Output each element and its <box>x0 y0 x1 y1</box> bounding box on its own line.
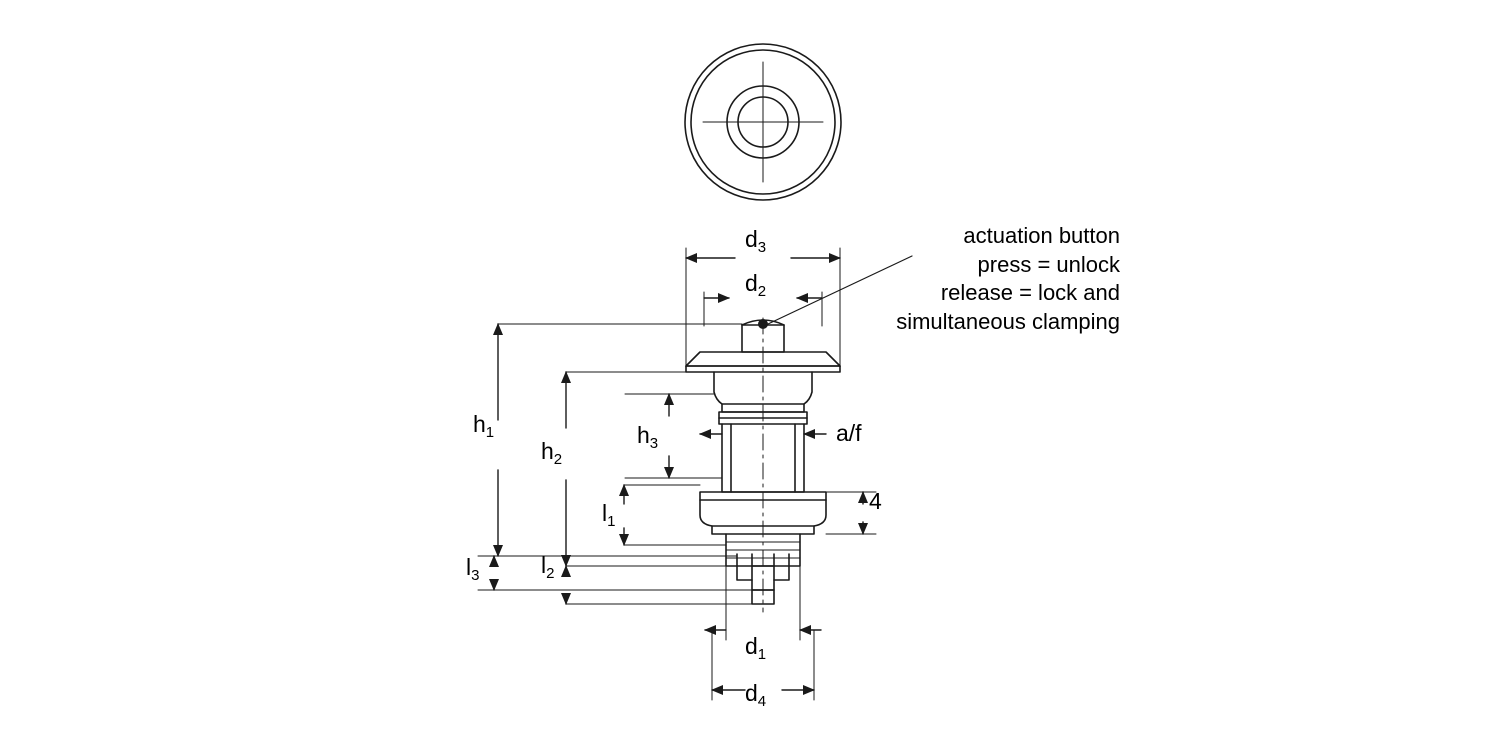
dimension-label-h2: $h_2$ <box>541 438 563 468</box>
dimension-label-af: a/f <box>836 420 862 446</box>
note-line-3: release = lock and <box>940 280 1120 306</box>
dimension-l2 <box>566 566 752 604</box>
dimension-label-l3: $l_3$ <box>466 554 480 584</box>
dimension-label-d3: $d_3$ <box>745 226 767 256</box>
dimension-l1 <box>624 485 726 545</box>
dimension-label-4: 4 <box>869 488 882 514</box>
dimension-h2 <box>566 372 726 566</box>
dimension-label-l2: $l_2$ <box>541 552 555 582</box>
dimension-label-d1: $d_1$ <box>745 633 767 663</box>
dimension-label-h1: $h_1$ <box>473 411 495 441</box>
actuation-button-note <box>700 222 1120 336</box>
dimension-h1 <box>498 324 742 556</box>
top-view-centerlines <box>703 62 823 182</box>
note-line-1: actuation button <box>963 223 1120 248</box>
note-line-4: simultaneous clamping <box>896 308 1120 334</box>
dimension-label-d4: $d_4$ <box>745 680 767 710</box>
dimension-l3 <box>478 552 752 590</box>
dimension-label-d2: $d_2$ <box>745 270 767 300</box>
dimension-label-h3: $h_3$ <box>637 422 659 452</box>
note-line-2: press = unlock <box>977 251 1120 277</box>
dimension-label-l1: $l_1$ <box>602 500 616 530</box>
